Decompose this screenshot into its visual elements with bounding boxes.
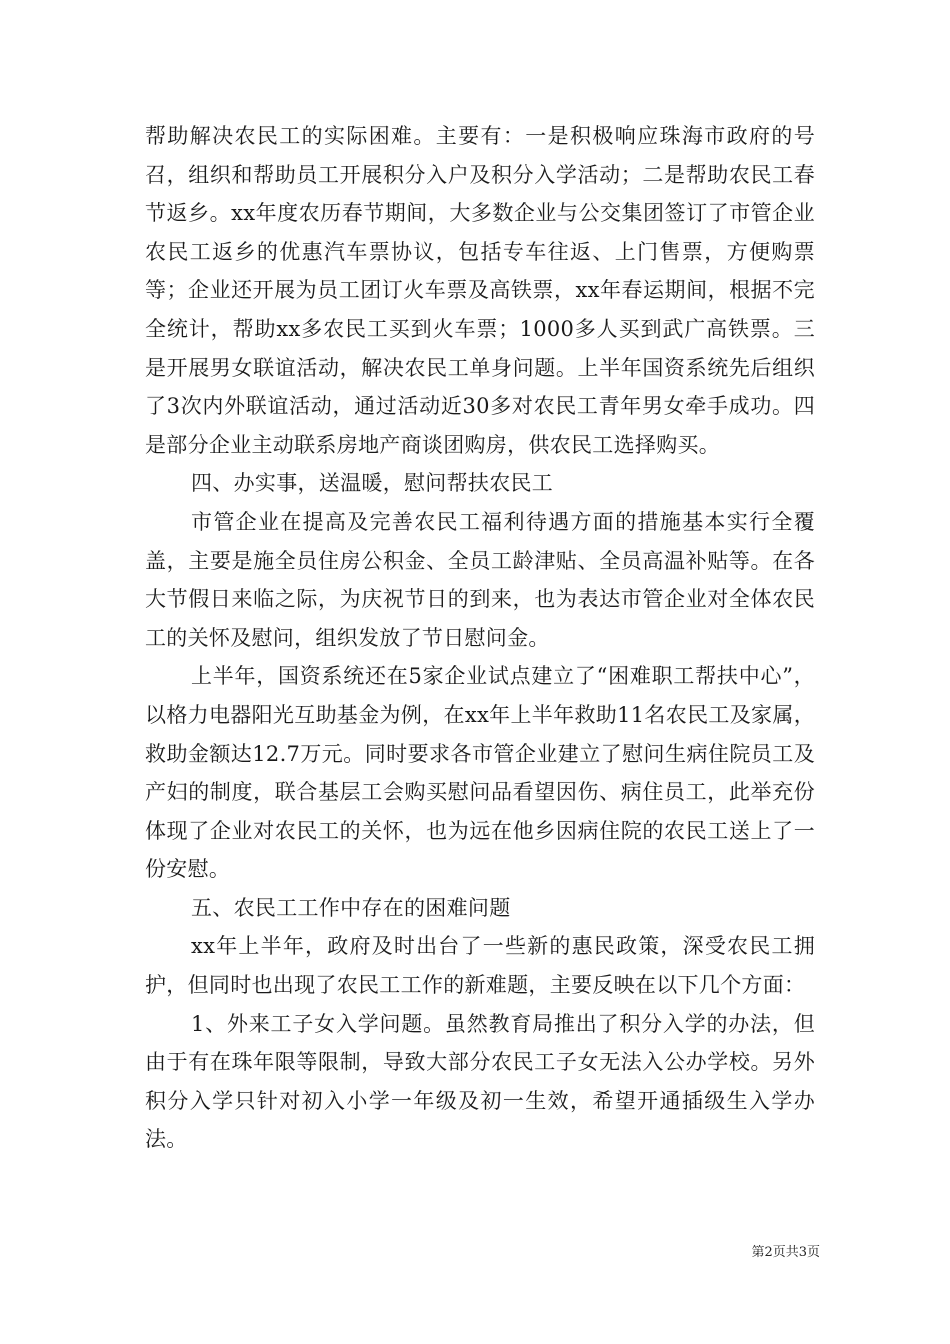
paragraph-continuation: 帮助解决农民工的实际困难。主要有：一是积极响应珠海市政府的号召，组织和帮助员工开展积分入户及积分入学活动；二是帮助农民工春节返乡。xx年度农历春节期间，大多数企业与公交集团签订了市管企业农民工返乡的优惠汽车票协议，包括专车往返、上门售票，方便购票等；企业还开展为员工团订火车票及高铁票，xx年春运期间，根据不完全统计，帮助xx多农民工买到火车票；1000多人买到武广高铁票。三是开展男女联谊活动，解决农民工单身问题。上半年国资系统先后组织了3次内外联谊活动，通过活动近30多对农民工青年男女牵手成功。四是部分企业主动联系房地产商谈团购房，供农民工选择购买。 <box>145 124 815 457</box>
paragraph-assistance-center: 上半年，国资系统还在5家企业试点建立了“困难职工帮扶中心”，以格力电器阳光互助基金为例，在xx年上半年救助11名农民工及家属，救助金额达12.7万元。同时要求各市管企业建立了慰问生病住院员工及产妇的制度，联合基层工会购买慰问品看望因伤、病住员工，此举充份体现了企业对农民工的关怀，也为远在他乡因病住院的农民工送上了一份安慰。 <box>145 664 815 882</box>
paragraph-new-problems: xx年上半年，政府及时出台了一些新的惠民政策，深受农民工拥护，但同时也出现了农民工工作的新难题，主要反映在以下几个方面： <box>145 934 815 998</box>
paragraph-school-enrollment: 1、外来工子女入学问题。虽然教育局推出了积分入学的办法，但由于有在珠年限等限制，导致大部分农民工子女无法入公办学校。另外积分入学只针对初入小学一年级及初一生效，希望开通插级生入学办法。 <box>145 1011 815 1152</box>
paragraph-welfare: 市管企业在提高及完善农民工福利待遇方面的措施基本实行全覆盖，主要是施全员住房公积金、全员工龄津贴、全员高温补贴等。在各大节假日来临之际，为庆祝节日的到来，也为表达市管企业对全体农民工的关怀及慰问，组织发放了节日慰问金。 <box>145 509 815 650</box>
page-number-footer: 第2页共3页 <box>751 1245 820 1260</box>
section-heading-five: 五、农民工工作中存在的困难问题 <box>191 895 511 920</box>
section-heading-four: 四、办实事，送温暖，慰问帮扶农民工 <box>191 471 554 496</box>
document-body <box>145 117 815 1159</box>
